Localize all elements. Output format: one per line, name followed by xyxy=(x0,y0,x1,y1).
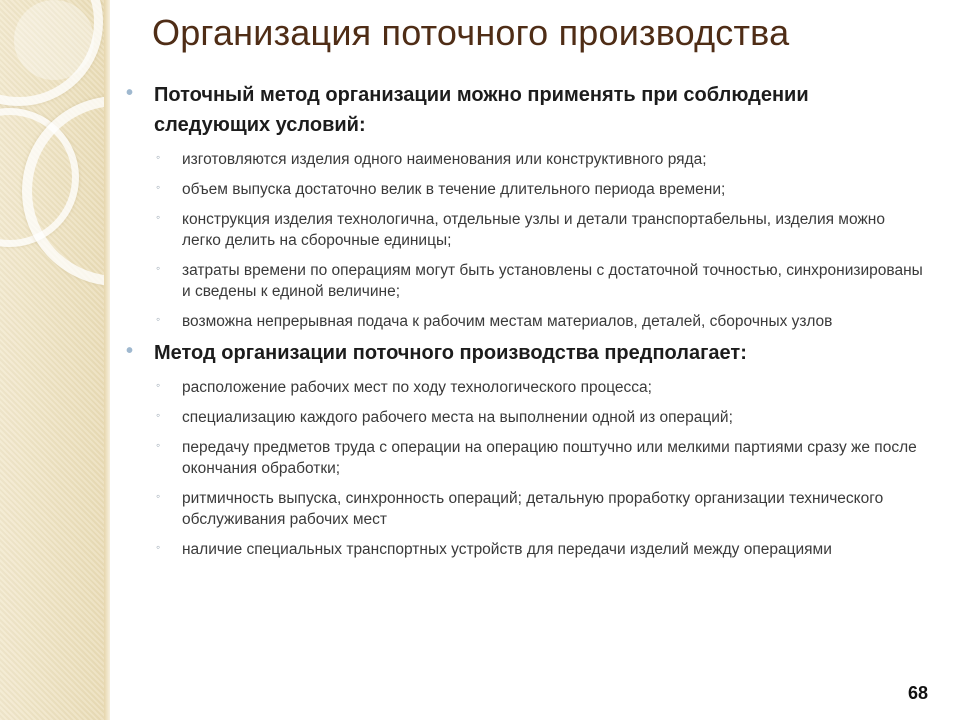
list-item xyxy=(124,179,924,200)
list-item-text: объем выпуска достаточно велик в течение длительного периода времени; xyxy=(182,181,726,198)
list-item-text: ритмичность выпуска, синхронность операций; детальную проработку организации технического обслуживания рабочих мест xyxy=(182,490,884,528)
list-item-text: расположение рабочих мест по ходу технологического процесса; xyxy=(182,379,652,396)
decorative-sidebar xyxy=(0,0,105,720)
list-item-text: наличие специальных транспортных устройств для передачи изделий между операциями xyxy=(182,541,832,558)
bullet-icon: • xyxy=(126,82,134,104)
circle-bullet-icon: ◦ xyxy=(156,261,161,275)
section1-heading-text: Поточный метод организации можно применять при соблюдении следующих условий: xyxy=(154,84,809,136)
slide-title: Организация поточного производства xyxy=(152,12,790,53)
circle-bullet-icon: ◦ xyxy=(156,489,161,503)
list-item-text: специализацию каждого рабочего места на выполнении одной из операций; xyxy=(182,409,733,426)
circle-bullet-icon: ◦ xyxy=(156,540,161,554)
list-item-text: затраты времени по операциям могут быть установлены с достаточной точностью, синхронизированы и сведены к единой величине; xyxy=(182,262,923,300)
list-item-text: конструкция изделия технологична, отдельные узлы и детали транспортабельны, изделия можно легко делить на сборочные единицы; xyxy=(182,211,885,249)
page-number: 68 xyxy=(907,683,928,703)
list-item xyxy=(124,488,924,530)
list-item xyxy=(124,149,924,170)
decorative-ring xyxy=(0,0,103,106)
circle-bullet-icon: ◦ xyxy=(156,312,161,326)
list-item xyxy=(124,377,924,398)
list-item xyxy=(124,311,924,332)
slide-content xyxy=(124,80,924,560)
sidebar-edge xyxy=(104,0,110,720)
section-heading xyxy=(124,338,924,368)
bullet-icon: • xyxy=(126,340,134,362)
section2-heading-text: Метод организации поточного производства предполагает: xyxy=(154,342,747,364)
circle-bullet-icon: ◦ xyxy=(156,378,161,392)
list-item-text: возможна непрерывная подача к рабочим местам материалов, деталей, сборочных узлов xyxy=(182,313,833,330)
list-item xyxy=(124,209,924,251)
circle-bullet-icon: ◦ xyxy=(156,180,161,194)
circle-bullet-icon: ◦ xyxy=(156,150,161,164)
list-item-text: изготовляются изделия одного наименования или конструктивного ряда; xyxy=(182,151,707,168)
list-item-text: передачу предметов труда с операции на операцию поштучно или мелкими партиями сразу же после окончания обработки; xyxy=(182,439,917,477)
circle-bullet-icon: ◦ xyxy=(156,210,161,224)
list-item xyxy=(124,407,924,428)
circle-bullet-icon: ◦ xyxy=(156,408,161,422)
list-item xyxy=(124,539,924,560)
section-heading xyxy=(124,80,924,140)
circle-bullet-icon: ◦ xyxy=(156,438,161,452)
list-item xyxy=(124,260,924,302)
list-item xyxy=(124,437,924,479)
